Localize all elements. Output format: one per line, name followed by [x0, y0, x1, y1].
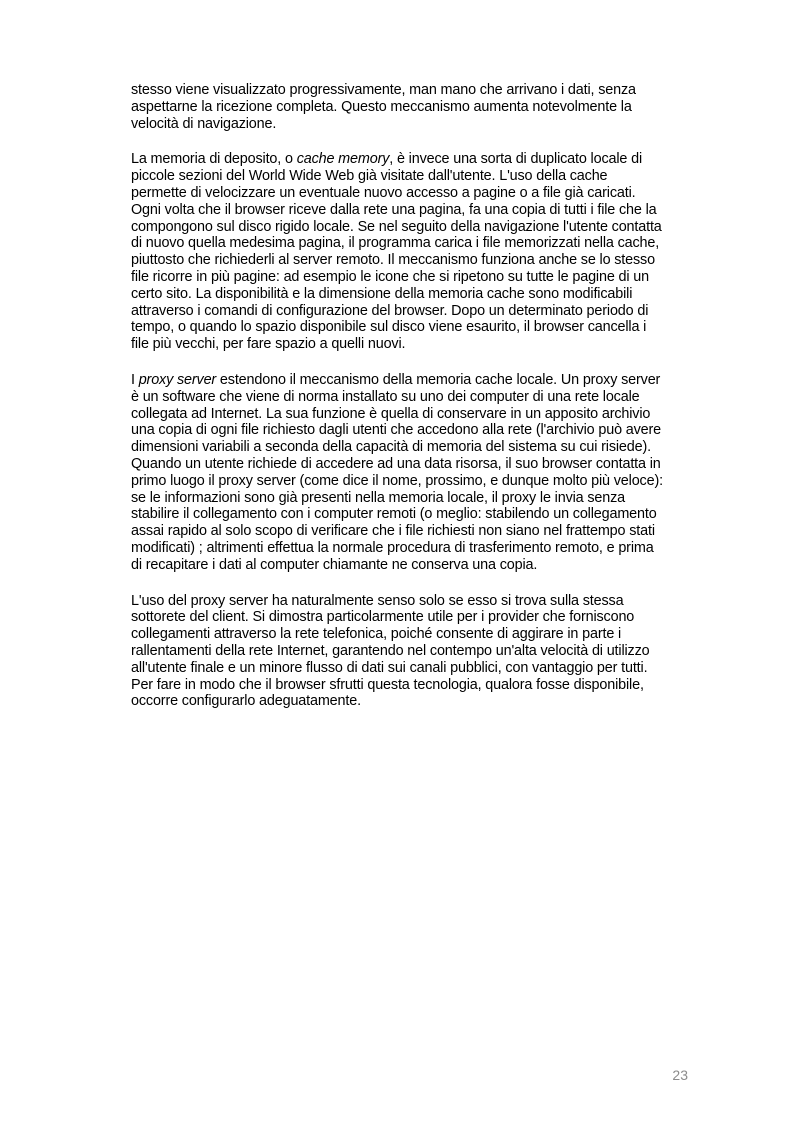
- text-run: di nuovo quella medesima pagina, il programma carica i file memorizzati nella cache,: [131, 235, 660, 252]
- text-run: certo sito. La disponibilità e la dimensione della memoria cache sono modificabili: [131, 285, 633, 302]
- text-line: [131, 693, 691, 710]
- text-line: [131, 626, 691, 643]
- text-line: [131, 286, 691, 303]
- text-run: piuttosto che richiederli al server remoto. Il meccanismo funziona anche se lo stesso: [131, 252, 655, 269]
- text-run: compongono sul disco rigido locale. Se nel seguito della navigazione l'utente contatta: [131, 218, 662, 235]
- text-run: Ogni volta che il browser riceve dalla rete una pagina, fa una copia di tutti i file che la: [131, 201, 657, 218]
- paragraph: [131, 151, 691, 353]
- text-line: [131, 406, 691, 423]
- text-line: [131, 540, 691, 557]
- text-run: tempo, o quando lo spazio disponibile sul disco viene esaurito, il browser cancella i: [131, 319, 647, 336]
- text-line: [131, 252, 691, 269]
- text-run: sottorete del client. Si dimostra particolarmente utile per i provider che forniscono: [131, 609, 635, 626]
- text-run: La memoria di deposito, o: [131, 151, 297, 168]
- text-run: è un software che viene di norma installato su uno dei computer di una rete locale: [131, 388, 640, 405]
- text-line: [131, 269, 691, 286]
- paragraph: [131, 372, 691, 574]
- text-line: [131, 439, 691, 456]
- paragraph: [131, 82, 691, 132]
- text-run: primo luogo il proxy server (come dice il nome, prossimo, e dunque molto più veloce):: [131, 472, 663, 489]
- text-run: Per fare in modo che il browser sfrutti questa tecnologia, qualora fosse disponibile,: [131, 676, 644, 693]
- text-run: dimensioni variabili a seconda della capacità di memoria del sistema su cui risiede).: [131, 439, 651, 456]
- text-run: all'utente finale e un minore flusso di dati sui canali pubblici, con vantaggio per tutti.: [131, 659, 648, 676]
- text-run: L'uso del proxy server ha naturalmente senso solo se esso si trova sulla stessa: [131, 592, 624, 609]
- text-line: [131, 609, 691, 626]
- text-run: una copia di ogni file richiesto dagli utenti che accedono alla rete (l'archivio può avere: [131, 422, 662, 439]
- text-run: attraverso i comandi di configurazione del browser. Dopo un determinato periodo di: [131, 302, 649, 319]
- text-run: collegata ad Internet. La sua funzione è quella di conservare in un apposito archivio: [131, 405, 651, 422]
- text-line: [131, 506, 691, 523]
- text-run: stabilire il collegamento con i computer remoti (o meglio: stabilendo un collegamento: [131, 506, 657, 523]
- text-run: piccole sezioni del World Wide Web già visitate dall'utente. L'uso della cache: [131, 168, 608, 185]
- text-run: permette di velocizzare un eventuale nuovo accesso a pagine o a file già caricati.: [131, 184, 636, 201]
- text-run: occorre configurarlo adeguatamente.: [131, 693, 361, 710]
- page-number: 23: [672, 1067, 688, 1083]
- text-line: [131, 219, 691, 236]
- text-line: [131, 523, 691, 540]
- paragraph: [131, 593, 691, 711]
- text-line: [131, 593, 691, 610]
- text-run: modificati) ; altrimenti effettua la normale procedura di trasferimento remoto, e prima: [131, 539, 654, 556]
- text-line: [131, 422, 691, 439]
- text-line: [131, 319, 691, 336]
- text-line: [131, 490, 691, 507]
- text-line: [131, 116, 691, 133]
- text-line: [131, 82, 691, 99]
- text-line: [131, 456, 691, 473]
- text-run: Quando un utente richiede di accedere ad una data risorsa, il suo browser contatta in: [131, 455, 661, 472]
- text-line: [131, 235, 691, 252]
- text-run: aspettarne la ricezione completa. Questo meccanismo aumenta notevolmente la: [131, 98, 632, 115]
- text-line: [131, 303, 691, 320]
- text-line: [131, 677, 691, 694]
- text-line: [131, 473, 691, 490]
- text-run: I: [131, 371, 139, 388]
- text-line: [131, 557, 691, 574]
- text-run: assai rapido al solo scopo di verificare che i file richiesti non siano nel frattempo stati: [131, 523, 655, 540]
- text-line: [131, 168, 691, 185]
- text-line: [131, 660, 691, 677]
- text-run: rallentamenti della rete Internet, garantendo nel contempo un'alta velocità di utilizzo: [131, 642, 650, 659]
- italic-term: proxy server: [138, 371, 217, 388]
- italic-term: cache memory: [296, 151, 390, 168]
- text-line: [131, 99, 691, 116]
- text-line: [131, 389, 691, 406]
- text-run: di recapitare i dati al computer chiamante ne conserva una copia.: [131, 556, 538, 573]
- text-run: velocità di navigazione.: [131, 115, 277, 132]
- text-run: file ricorre in più pagine: ad esempio le icone che si ripetono su tutte le pagine di un: [131, 268, 649, 285]
- body-text: [131, 82, 691, 729]
- text-run: se le informazioni sono già presenti nella memoria locale, il proxy le invia senza: [131, 489, 626, 506]
- text-line: [131, 643, 691, 660]
- text-line: [131, 372, 691, 389]
- text-run: collegamenti attraverso la rete telefonica, poiché consente di aggirare in parte i: [131, 626, 622, 643]
- text-run: stesso viene visualizzato progressivamente, man mano che arrivano i dati, senza: [131, 82, 636, 98]
- text-line: [131, 151, 691, 168]
- text-line: [131, 185, 691, 202]
- text-run: file più vecchi, per fare spazio a quelli nuovi.: [131, 336, 406, 353]
- text-run: estendono il meccanismo della memoria cache locale. Un proxy server: [216, 371, 661, 388]
- text-run: , è invece una sorta di duplicato locale di: [389, 151, 643, 168]
- text-line: [131, 202, 691, 219]
- text-line: [131, 336, 691, 353]
